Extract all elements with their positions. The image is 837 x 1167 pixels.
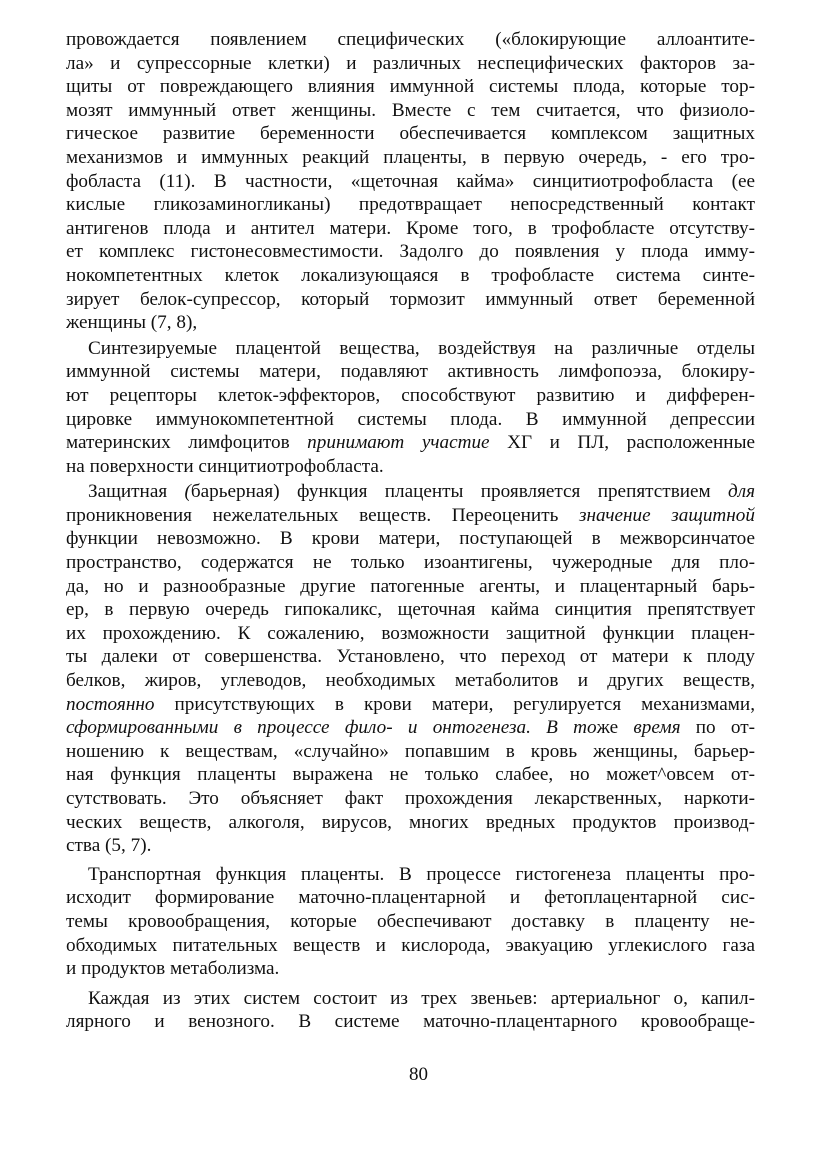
text-run: ческих веществ, алкоголя, вирусов, многих вредных продуктов производ-	[66, 811, 755, 833]
text-run: да, но и разнообразные другие патогенные агенты, и плацентарный барь-	[66, 575, 755, 597]
text-run: ер, в первую очередь гипокаликс, щеточная кайма синцития препятствует	[66, 599, 755, 621]
text-line	[66, 28, 755, 52]
text-run: антигенов плода и антител матери. Кроме того, в трофобласте отсутству-	[66, 217, 755, 239]
text-line	[66, 693, 755, 717]
text-line	[66, 910, 755, 934]
text-run: же	[596, 717, 634, 739]
text-run: иммунной системы матери, подавляют активность лимфопоэза, блокиру-	[66, 361, 755, 383]
text-run: Каждая из этих систем состоит из трех звеньев: артериальног о, капил-	[88, 987, 755, 1009]
text-run: на поверхности синцитиотрофобласта.	[66, 455, 384, 477]
text-run: ХГ и ПЛ, расположенные	[489, 432, 755, 454]
paragraph	[66, 863, 755, 981]
text-run: Транспортная функция плаценты. В процессе гистогенеза плаценты про-	[88, 863, 755, 885]
text-run: их прохождению. К сожалению, возможности защитной функции плацен-	[66, 622, 755, 644]
text-run: гическое развитие беременности обеспечивается комплексом защитных	[66, 123, 755, 145]
text-line	[66, 622, 755, 646]
text-line	[66, 240, 755, 264]
text-line	[66, 360, 755, 384]
text-line	[66, 264, 755, 288]
text-run: ют рецепторы клеток-эффекторов, способствуют развитию и дифферен-	[66, 384, 755, 406]
text-line	[66, 834, 755, 858]
text-run: фобласта (11). В частности, «щеточная кайма» синцитиотрофобласта (ее	[66, 170, 755, 192]
text-run: функции невозможно. В крови матери, поступающей в межворсинчатое	[66, 528, 755, 550]
text-run: провождается появлением специфических («блокирующие аллоантите-	[66, 29, 755, 50]
text-line	[66, 75, 755, 99]
italic-run: время	[633, 717, 681, 739]
text-line	[66, 1010, 755, 1034]
italic-run: (	[184, 481, 191, 503]
text-line	[66, 146, 755, 170]
text-run: мозят иммунный ответ женщины. Вместе с тем считается, что физиоло-	[66, 99, 755, 121]
text-line	[66, 669, 755, 693]
text-run: механизмов и иммунных реакций плаценты, в первую очередь, - его тро-	[66, 146, 755, 168]
text-run: ства (5, 7).	[66, 835, 152, 857]
text-line	[66, 288, 755, 312]
text-line	[66, 170, 755, 194]
text-line	[66, 384, 755, 408]
text-line	[66, 504, 755, 528]
text-line	[66, 645, 755, 669]
text-run: кислые гликозаминогликаны) предотвращает непосредственный контакт	[66, 194, 755, 216]
text-run: пространство, содержатся не только изоантигены, чужеродные для пло-	[66, 552, 755, 574]
text-line	[66, 763, 755, 787]
text-run: барьерная) функция плаценты проявляется препятствием	[190, 481, 728, 503]
text-line	[66, 99, 755, 123]
text-line	[66, 987, 755, 1011]
text-run: женщины (7, 8),	[66, 312, 198, 334]
italic-run: для	[728, 481, 755, 503]
text-run: ты далеки от совершенства. Установлено, что переход от матери к плоду	[66, 646, 755, 668]
text-line	[66, 337, 755, 361]
text-line	[66, 957, 755, 981]
text-run: обходимых питательных веществ и кислорода, эвакуацию углекислого газа	[66, 934, 755, 956]
text-run: щиты от повреждающего влияния иммунной системы плода, которые тор-	[66, 76, 755, 98]
text-run: нокомпетентных клеток локализующаяся в трофобласте система синте-	[66, 264, 755, 286]
text-run: исходит формирование маточно-плацентарной и фетоплацентарной сис-	[66, 887, 755, 909]
text-run: темы кровообращения, которые обеспечивают доставку в плаценту не-	[66, 910, 755, 932]
text-line	[66, 217, 755, 241]
paragraph	[66, 480, 755, 858]
text-run: ла» и супрессорные клетки) и различных неспецифических факторов за-	[66, 52, 755, 74]
text-line	[66, 575, 755, 599]
text-run: ная функция плаценты выражена не только слабее, но может^овсем от-	[66, 764, 755, 786]
text-run: зирует белок-супрессор, который тормозит иммунный ответ беременной	[66, 288, 755, 310]
text-line	[66, 431, 755, 455]
text-line	[66, 408, 755, 432]
text-line	[66, 863, 755, 887]
text-run: и продуктов метаболизма.	[66, 958, 280, 980]
text-run: по от-	[680, 717, 755, 739]
text-run: сутствовать. Это объясняет факт прохождения лекарственных, наркоти-	[66, 788, 755, 809]
italic-run: значение защитной	[578, 504, 755, 526]
text-run: цировке иммунокомпетентной системы плода. В иммунной депрессии	[66, 408, 755, 430]
text-line	[66, 716, 755, 740]
italic-run: постоянно	[66, 693, 155, 715]
italic-run: сформированными в процессе фило- и онтогенеза. В то	[66, 717, 597, 739]
text-line	[66, 811, 755, 835]
text-line	[66, 455, 755, 479]
paragraph	[66, 337, 755, 479]
text-line	[66, 311, 755, 335]
page-body	[66, 28, 755, 1034]
text-run: проникновения нежелательных веществ. Переоценить	[66, 504, 579, 526]
text-run: белков, жиров, углеводов, необходимых метаболитов и других веществ,	[66, 670, 755, 692]
paragraph	[66, 987, 755, 1034]
paragraph	[66, 28, 755, 335]
text-line	[66, 934, 755, 958]
text-run: Защитная	[88, 481, 185, 503]
text-run: лярного и венозного. В системе маточно-плацентарного кровообраще-	[66, 1011, 755, 1033]
text-run: Синтезируемые плацентой вещества, воздействуя на различные отделы	[88, 337, 755, 359]
italic-run: принимают участие	[307, 432, 490, 454]
text-line	[66, 527, 755, 551]
text-line	[66, 551, 755, 575]
text-run: ношению к веществам, «случайно» попавшим в кровь женщины, барьер-	[66, 740, 755, 762]
text-run: материнских лимфоцитов	[66, 432, 308, 454]
page-number: 80	[409, 1064, 428, 1085]
text-run: присутствующих в крови матери, регулируется механизмами,	[154, 693, 755, 715]
text-line	[66, 787, 755, 811]
text-line	[66, 480, 755, 504]
text-run: ет комплекс гистонесовместимости. Задолго до появления у плода имму-	[66, 241, 755, 263]
text-line	[66, 598, 755, 622]
text-line	[66, 886, 755, 910]
text-line	[66, 122, 755, 146]
text-line	[66, 740, 755, 764]
text-line	[66, 52, 755, 76]
text-line	[66, 193, 755, 217]
